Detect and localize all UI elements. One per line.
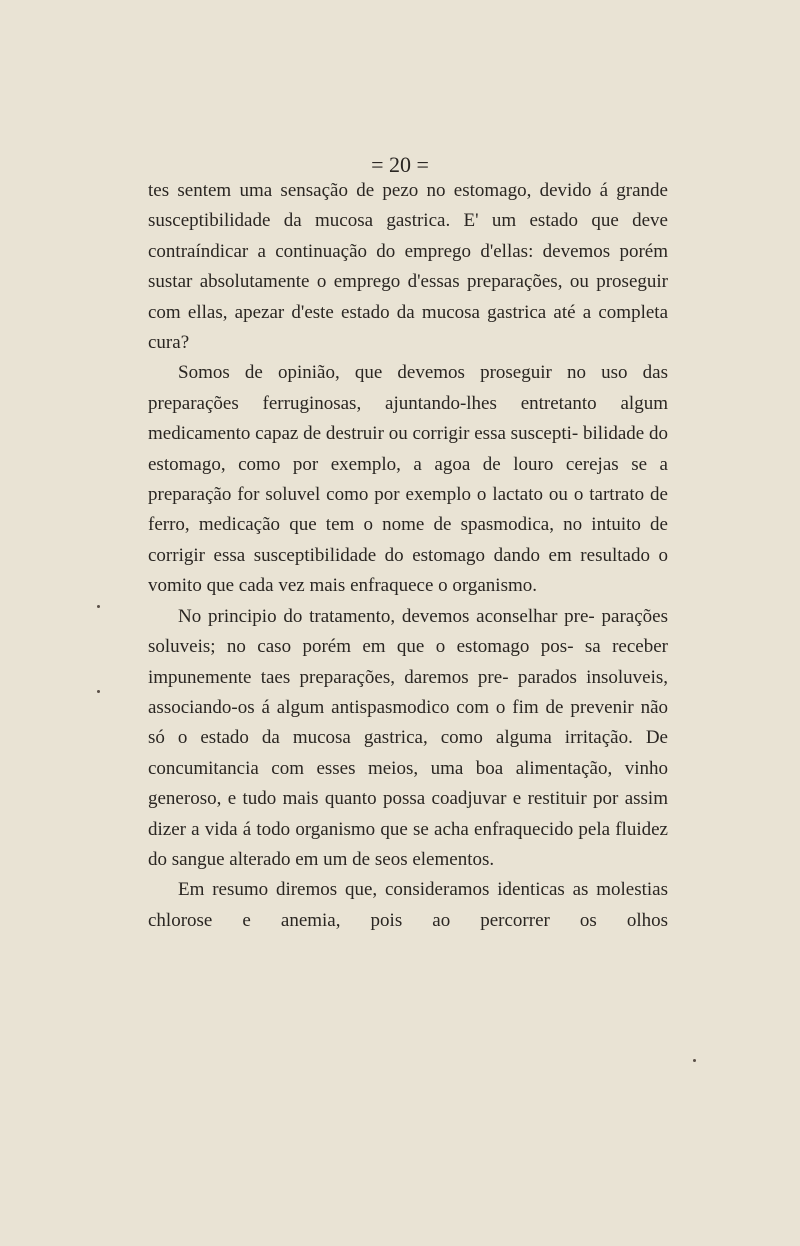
text-line: preparações ferruginosas, ajuntando-lhes entretanto algum (148, 392, 668, 414)
text-line: grande susceptibilidade da mucosa gastrica. E' um estado (148, 180, 668, 232)
text-line: bilidade do estomago, como por exemplo, a agoa de louro (148, 423, 669, 475)
text-line: lactato ou o tartrato de ferro, medicação que tem o nome (148, 484, 668, 536)
paper-speck (97, 605, 100, 608)
paragraph-4 (148, 875, 668, 936)
text-line: cerejas se a preparação for soluvel como por exemplo o (148, 453, 668, 506)
text-line: devemos porém sustar absolutamente o emprego d'essas (148, 240, 668, 293)
body-text (148, 176, 668, 936)
page-number: = 20 = (371, 152, 429, 177)
text-line: No principio do tratamento, devemos aconselhar pre- (178, 605, 602, 627)
text-line: do estomago dando em resultado o vomito que cada vez (148, 544, 668, 597)
paper-speck (693, 1059, 696, 1062)
text-line: como alguma irritação. De concumitancia com esses meios, (148, 727, 668, 779)
paragraph-3 (148, 602, 668, 876)
text-line: preparações, ou proseguir com ellas, apezar d'este estado (148, 271, 668, 323)
text-line: Somos de opinião, que devemos proseguir no uso das (178, 362, 668, 384)
text-line: Em resumo diremos que, consideramos identicas as (178, 879, 597, 901)
text-line: de spasmodica, no intuito de corrigir essa susceptibilidade (148, 514, 668, 566)
paragraph-1 (148, 176, 668, 358)
text-line: uma boa alimentação, vinho generoso, e tudo mais quanto (148, 757, 668, 810)
text-line: mais enfraquece o organismo. (309, 575, 538, 597)
text-line: que deve contraíndicar a continuação do emprego d'ellas: (148, 210, 668, 262)
text-line: medicamento capaz de destruir ou corrigir essa suscepti- (148, 423, 584, 445)
paragraph-2 (148, 358, 668, 601)
text-line: parados insoluveis, associando-os á algum antispasmodico (148, 666, 668, 718)
text-line: possa coadjuvar e restituir por assim dizer a vida á todo (148, 788, 668, 840)
text-line: tes sentem uma sensação de pezo no estomago, devido á (148, 180, 617, 201)
paper-speck (97, 690, 100, 693)
text-line: com o fim de prevenir não só o estado da mucosa gastrica, (148, 696, 668, 749)
text-line: parações soluveis; no caso porém em que o estomago pos- (148, 605, 668, 658)
text-line: sa receber impunemente taes preparações, daremos pre- (148, 636, 668, 688)
text-line: sangue alterado em um de seos elementos. (171, 848, 495, 870)
text-line: da mucosa gastrica até a completa cura? (148, 301, 669, 354)
text-line: organismo que se acha enfraquecido pela fluidez do (148, 818, 668, 870)
text-line: molestias chlorose e anemia, pois ao percorrer os olhos (148, 879, 668, 931)
